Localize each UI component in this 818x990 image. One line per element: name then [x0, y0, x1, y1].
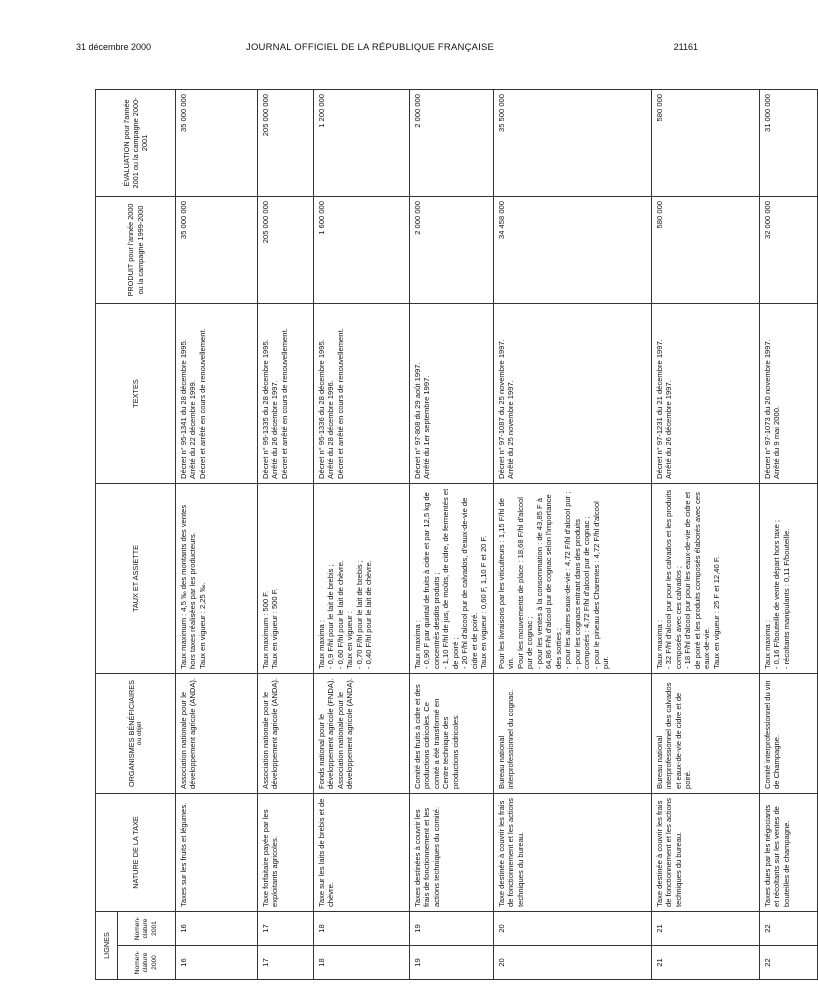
evaluation-cell: 2 000 000: [410, 89, 494, 196]
taux-cell-line: - pour le pineau des Charentes : 4,72 F/hl d'alcool pur.: [591, 501, 611, 669]
evaluation-cell: 580 000: [652, 89, 760, 196]
header-date: 31 décembre 2000: [76, 42, 152, 52]
organisme-cell: Bureau national interprofessionnel du cognac.: [494, 673, 652, 793]
organismes-header-label: ORGANISMES BÉNÉFICIAIRES: [126, 679, 136, 788]
nature-cell: Taxes destinées à couvrir les frais de fonctionnement et les actions techniques du comité.: [410, 793, 494, 911]
evaluation-cell: 31 000 000: [760, 89, 818, 196]
textes-cell-line: Décret et arrêté en cours de renouvellement.: [197, 328, 207, 479]
taux-cell-line: Pour les livraisons par les viticulteurs : 1,15 F/hl de vin.: [497, 498, 516, 669]
taux-cell: [258, 483, 314, 673]
textes-cell-line: Décret n° 95-1335 du 28 décembre 1995.: [261, 339, 270, 479]
nomen2001-cell: 21: [652, 911, 760, 945]
taux-cell-line: Taux maximum : 500 F.: [261, 590, 270, 669]
nomen2001-cell: 18: [314, 911, 410, 945]
page-number: 21161: [673, 42, 698, 52]
evaluation-cell: 35 000 000: [176, 89, 258, 196]
evaluation-cell: 1 200 000: [314, 89, 410, 196]
taux-cell-line: - 20 F/hl d'alcool pur de calvados, d'eaux-de-vie de cidre et de poiré.: [460, 497, 479, 669]
textes-cell-line: Décret n° 97-808 du 29 août 1997.: [413, 362, 422, 479]
nomen2001-header: Nomen-clature 2001: [118, 911, 176, 945]
rotated-table-wrapper: [95, 90, 791, 980]
taux-cell-line: - 1,10 F/hl de jus, de moûts, de cidre, de fermentés et de poiré ;: [441, 488, 460, 669]
evaluation-cell: 35 500 000: [494, 89, 652, 196]
nomen2001-cell: 22: [760, 911, 818, 945]
organismes-header: [96, 673, 176, 793]
table-row: [760, 89, 818, 979]
textes-cell-line: Décret et arrêté en cours de renouvellement.: [335, 328, 345, 479]
textes-cell-line: Décret n° 97-1087 du 25 novembre 1997.: [497, 339, 506, 479]
nature-cell: Taxe destinée à couvrir les frais de fonctionnement et les actions techniques du bureau.: [652, 793, 760, 911]
textes-cell-line: Arrêté du 28 décembre 1996.: [326, 380, 336, 479]
nature-header: NATURE DE LA TAXE: [96, 793, 176, 911]
tax-table: [95, 89, 818, 980]
page-header: [76, 42, 698, 58]
textes-cell-line: Arrêté du 1er septembre 1997.: [422, 375, 432, 479]
table-row: [314, 89, 410, 979]
nature-cell: Taxe sur les laits de brebis et de chèvre.: [314, 793, 410, 911]
textes-header: TEXTES: [96, 303, 176, 483]
textes-cell-line: Décret n° 97-1231 du 21 décembre 1997.: [655, 339, 664, 479]
textes-cell: [314, 303, 410, 483]
taux-cell-line: Taux en vigueur :: [345, 611, 355, 669]
taux-cell: [652, 483, 760, 673]
table-body: [176, 89, 818, 979]
nomen2000-cell: 16: [176, 946, 258, 980]
taux-cell-line: - 0,70 F/hl pour le lait de brebis ;: [354, 560, 364, 669]
textes-cell: [258, 303, 314, 483]
organismes-header-sub: ou objet: [135, 721, 143, 746]
taux-cell-line: Taux maxima :: [655, 620, 664, 669]
taux-cell-line: - récoltants manipulants : 0,11 F/bouteille.: [781, 528, 791, 669]
table-row: [494, 89, 652, 979]
table-row: [258, 89, 314, 979]
nomen2000-header: Nomen-clature 2000: [118, 946, 176, 980]
taux-cell-line: Taux en vigueur : 25 F et 12,40 F.: [711, 556, 721, 669]
textes-cell-line: Arrêté du 26 décembre 1997.: [664, 380, 674, 479]
produit-cell: 580 000: [652, 196, 760, 303]
taux-cell-line: Taux maximum : 4,5 ‰ des montants des ventes hors taxes réalisées par les producteurs.: [179, 504, 198, 669]
textes-cell: [494, 303, 652, 483]
taux-cell: [176, 483, 258, 673]
nomen2000-cell: 21: [652, 946, 760, 980]
textes-cell-line: Arrêté du 9 mai 2000.: [772, 405, 782, 479]
nomen2000-cell: 20: [494, 946, 652, 980]
nomen2001-cell: 19: [410, 911, 494, 945]
organisme-cell: Association nationale pour le développement agricole (ANDA).: [258, 673, 314, 793]
evaluation-header: ÉVALUATION pour l'année 2001 ou la campagne 2000-2001: [96, 89, 176, 196]
taux-cell-line: - pour les autres eaux-de-vie : 4,72 F/hl d'alcool pur ;: [563, 491, 573, 669]
produit-cell: 34 458 000: [494, 196, 652, 303]
lignes-header: LIGNES: [96, 911, 118, 979]
textes-cell-line: Décret n° 95-1341 du 28 décembre 1995.: [179, 339, 188, 479]
taux-cell-line: Taux en vigueur : 500 F.: [270, 588, 280, 669]
produit-header: PRODUIT pour l'année 2000 ou la campagne 1999-2000: [96, 196, 176, 303]
textes-cell-line: Arrêté du 22 décembre 1999.: [188, 380, 198, 479]
produit-cell: 205 000 000: [258, 196, 314, 303]
nature-cell: Taxes dues par les négociants et récoltants sur les ventes de bouteilles de champagne.: [760, 793, 818, 911]
produit-cell: 32 000 000: [760, 196, 818, 303]
taux-cell-line: - 0,9 F/hl pour le lait de brebis ;: [326, 564, 336, 669]
taux-cell-line: - 32 F/hl d'alcool pur pour les calvados et les produits composés avec ces calvados ;: [664, 489, 683, 669]
taux-header: TAUX ET ASSIETTE: [96, 483, 176, 673]
organisme-cell: Association nationale pour le développement agricole (ANDA).: [176, 673, 258, 793]
nature-cell: Taxe destinée à couvrir les frais de fonctionnement et les actions techniques du bureau.: [494, 793, 652, 911]
organisme-cell: Fonds national pour le développement agricole (FNDA). Association nationale pour le développement agricole (ANDA).: [314, 673, 410, 793]
taux-cell-line: - 0,16 F/bouteille de vente départ hors taxe ;: [772, 519, 782, 669]
nomen2000-cell: 18: [314, 946, 410, 980]
nature-cell: Taxe forfaitaire payée par les exploitants agricoles.: [258, 793, 314, 911]
taux-cell-line: - 0,90 F par quintal de fruits à cidre et par 12,5 kg de concentrés desdits produits ;: [422, 492, 441, 669]
textes-cell-line: Arrêté du 25 novembre 1997.: [506, 380, 516, 479]
taux-cell-line: - 0,40 F/hl pour le lait de chèvre.: [364, 560, 374, 669]
textes-cell: [760, 303, 818, 483]
taux-cell-line: - 0,60 F/hl pour le lait de chèvre.: [335, 560, 345, 669]
nomen2000-cell: 17: [258, 946, 314, 980]
taux-cell-line: Pour les mouvements de place : 18,68 F/hl d'alcool pur de cognac ;: [515, 497, 535, 669]
produit-cell: 35 000 000: [176, 196, 258, 303]
nomen2001-cell: 17: [258, 911, 314, 945]
taux-cell-line: Taux en vigueur : 0,60 F, 1,10 F et 20 F.: [479, 535, 489, 669]
textes-cell: [410, 303, 494, 483]
taux-cell-line: - 18 F/hl d'alcool pur pour les eaux-de-vie de cidre et de poiré et les produits composés élaborés avec ces eaux-de-vie.: [683, 491, 712, 669]
taux-cell-line: Taux maxima :: [317, 620, 326, 669]
textes-cell-line: Arrêté du 26 décembre 1997.: [270, 380, 280, 479]
taux-cell: [494, 483, 652, 673]
nomen2000-cell: 19: [410, 946, 494, 980]
nomen2001-cell: 20: [494, 911, 652, 945]
organisme-cell: Comité interprofessionnel du vin de Champagne.: [760, 673, 818, 793]
taux-cell: [760, 483, 818, 673]
taux-cell-line: Taux en vigueur : 2,25 ‰.: [197, 582, 207, 669]
produit-cell: 2 000 000: [410, 196, 494, 303]
table-row: [176, 89, 258, 979]
organisme-cell: Comité des fruits à cidre et des productions cidricoles. Ce comité a été transformé en Centre technique des productions cidricoles.: [410, 673, 494, 793]
textes-cell-line: Décret n° 95-1336 du 28 décembre 1995.: [317, 339, 326, 479]
taux-cell-line: Taux maxima :: [763, 620, 772, 669]
taux-cell: [314, 483, 410, 673]
taux-cell: [410, 483, 494, 673]
taux-cell-line: - pour les ventes à la consommation : de 43,85 F à 64,86 F/hl d'alcool pur de cognac selon l'importance des sorties ;: [534, 494, 563, 669]
evaluation-cell: 205 000 000: [258, 89, 314, 196]
nomen2000-cell: 22: [760, 946, 818, 980]
produit-cell: 1 600 000: [314, 196, 410, 303]
taux-cell-line: Taux maxima :: [413, 620, 422, 669]
nature-cell: Taxes sur les fruits et légumes.: [176, 793, 258, 911]
textes-cell-line: Décret et arrêté en cours de renouvellement.: [279, 328, 289, 479]
organisme-cell: Bureau national interprofessionnel des calvados et eaux-de-vie de cidre et de poiré.: [652, 673, 760, 793]
taux-cell-line: - pour les cognacs entrant dans des produits composés : 4,72 F/hl d'alcool pur de cognac ;: [572, 516, 592, 669]
table-stage: [95, 90, 791, 980]
journal-title: JOURNAL OFFICIEL DE LA RÉPUBLIQUE FRANÇAISE: [246, 42, 495, 53]
table-row: [652, 89, 760, 979]
textes-cell: [176, 303, 258, 483]
nomen2001-cell: 16: [176, 911, 258, 945]
textes-cell: [652, 303, 760, 483]
textes-cell-line: Décret n° 97-1073 du 20 novembre 1997.: [763, 339, 772, 479]
table-row: [410, 89, 494, 979]
